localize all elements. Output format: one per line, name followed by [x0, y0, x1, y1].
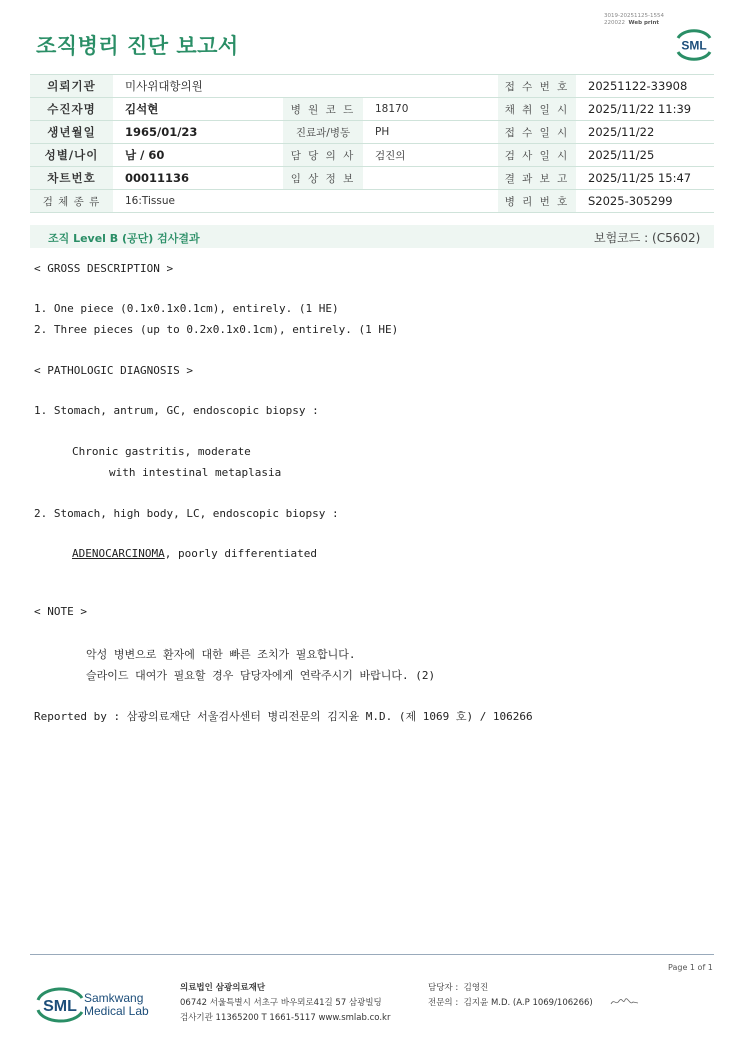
patient-info-table [30, 74, 714, 213]
print-code-line2: 220022 [604, 20, 625, 26]
gross-item-2: 2. Three pieces (up to 0.2x0.1x0.1cm), entirely. (1 HE) [34, 323, 399, 336]
print-code [604, 13, 664, 27]
info-row [30, 121, 714, 144]
web-print-label: Web print [628, 20, 660, 26]
report-title: 조직병리 진단 보고서 [36, 34, 239, 58]
result-title: 조직 Level B (공단) 검사결과 [48, 232, 200, 245]
report-label: 결 과 보 고 [498, 167, 576, 190]
requesting-org-value: 미사위대항의원 [113, 75, 498, 98]
footer-logo-sml: SML [43, 998, 77, 1015]
adenocarcinoma-term: ADENOCARCINOMA [72, 547, 165, 560]
page-number: Page 1 of 1 [668, 963, 713, 972]
samkwang-logo-icon [36, 980, 176, 1028]
dob-label: 생년월일 [30, 121, 113, 144]
note-line-2: 슬라이드 대여가 필요할 경우 담당자에게 연락주시기 바랍니다. (2) [86, 669, 436, 682]
hospital-code-label: 병 원 코 드 [283, 98, 363, 121]
collection-label: 채 취 일 시 [498, 98, 576, 121]
dob-value: 1965/01/23 [113, 121, 283, 144]
sex-age-value: 남 / 60 [113, 144, 283, 167]
diagnosis-2-line-1 [72, 547, 317, 560]
manager-label: 담당자 : [428, 983, 459, 993]
doctor-value: 검진의 [363, 144, 498, 167]
specimen-label: 검 체 종 류 [30, 190, 113, 213]
info-row [30, 167, 714, 190]
footer-contact: 검사기관 11365200 T 1661-5117 www.smlab.co.kr [180, 1013, 391, 1023]
note-header: < NOTE > [34, 605, 87, 618]
diagnosis-item-2: 2. Stomach, high body, LC, endoscopic biopsy : [34, 507, 339, 520]
dept-label: 진료과/병동 [283, 121, 363, 144]
patient-label: 수진자명 [30, 98, 113, 121]
collection-value: 2025/11/22 11:39 [576, 98, 714, 121]
info-row [30, 98, 714, 121]
receipt-date-value: 2025/11/22 [576, 121, 714, 144]
clinical-value [363, 167, 498, 190]
doctor-label: 담 당 의 사 [283, 144, 363, 167]
test-date-label: 검 사 일 시 [498, 144, 576, 167]
path-no-label: 병 리 번 호 [498, 190, 576, 213]
patient-value: 김석현 [113, 98, 283, 121]
receipt-date-label: 접 수 일 시 [498, 121, 576, 144]
footer-staff-info [428, 981, 593, 1011]
diagnosis-1-line-2: with intestinal metaplasia [109, 466, 282, 479]
logo-top-text: SML [681, 38, 707, 53]
footer-logo-line2: Medical Lab [84, 1004, 149, 1018]
path-no-value: S2025-305299 [576, 190, 714, 213]
gross-item-1: 1. One piece (0.1x0.1x0.1cm), entirely. (1 HE) [34, 302, 339, 315]
manager-value: 김영진 [463, 983, 489, 993]
signature-icon [610, 996, 640, 1008]
specialist-label: 전문의 : [428, 998, 459, 1008]
gross-header: < GROSS DESCRIPTION > [34, 262, 174, 275]
specimen-value: 16:Tissue [113, 190, 498, 213]
reported-by: Reported by : 삼광의료재단 서울검사센터 병리전문의 김지윤 M.D. (제 1069 호) / 106266 [34, 710, 533, 723]
test-date-value: 2025/11/25 [576, 144, 714, 167]
footer-org-name: 의료법인 삼광의료재단 [180, 983, 266, 993]
dept-value: PH [363, 121, 498, 144]
specialist-value: 김지윤 M.D. (A.P 1069/106266) [463, 998, 593, 1008]
footer-org-info [180, 981, 390, 1026]
diagnosis-item-1: 1. Stomach, antrum, GC, endoscopic biopsy : [34, 404, 319, 417]
footer-logo-line1: Samkwang [84, 991, 144, 1005]
hospital-code-value: 18170 [363, 98, 498, 121]
requesting-org-label: 의뢰기관 [30, 75, 113, 98]
report-value: 2025/11/25 15:47 [576, 167, 714, 190]
note-line-1: 악성 병변으로 환자에 대한 빠른 조치가 필요합니다. [86, 648, 356, 661]
info-row [30, 75, 714, 98]
receipt-no-label: 접 수 번 호 [498, 75, 576, 98]
info-row [30, 190, 714, 213]
diagnosis-header: < PATHOLOGIC DIAGNOSIS > [34, 364, 193, 377]
footer-address: 06742 서울특별시 서초구 바우뫼로41길 57 삼광빌딩 [180, 998, 382, 1008]
diagnosis-2-rest: , poorly differentiated [164, 547, 318, 560]
info-row [30, 144, 714, 167]
clinical-label: 임 상 정 보 [283, 167, 363, 190]
sex-age-label: 성별/나이 [30, 144, 113, 167]
sml-logo-icon [674, 26, 714, 62]
print-code-line1: 3019-20251125-1554 [604, 13, 664, 19]
chart-label: 차트번호 [30, 167, 113, 190]
diagnosis-1-line-1: Chronic gastritis, moderate [72, 445, 251, 458]
chart-value: 00011136 [113, 167, 283, 190]
footer-divider [30, 954, 714, 955]
insurance-code: 보험코드 : (C5602) [594, 231, 701, 245]
receipt-no-value: 20251122-33908 [576, 75, 714, 98]
